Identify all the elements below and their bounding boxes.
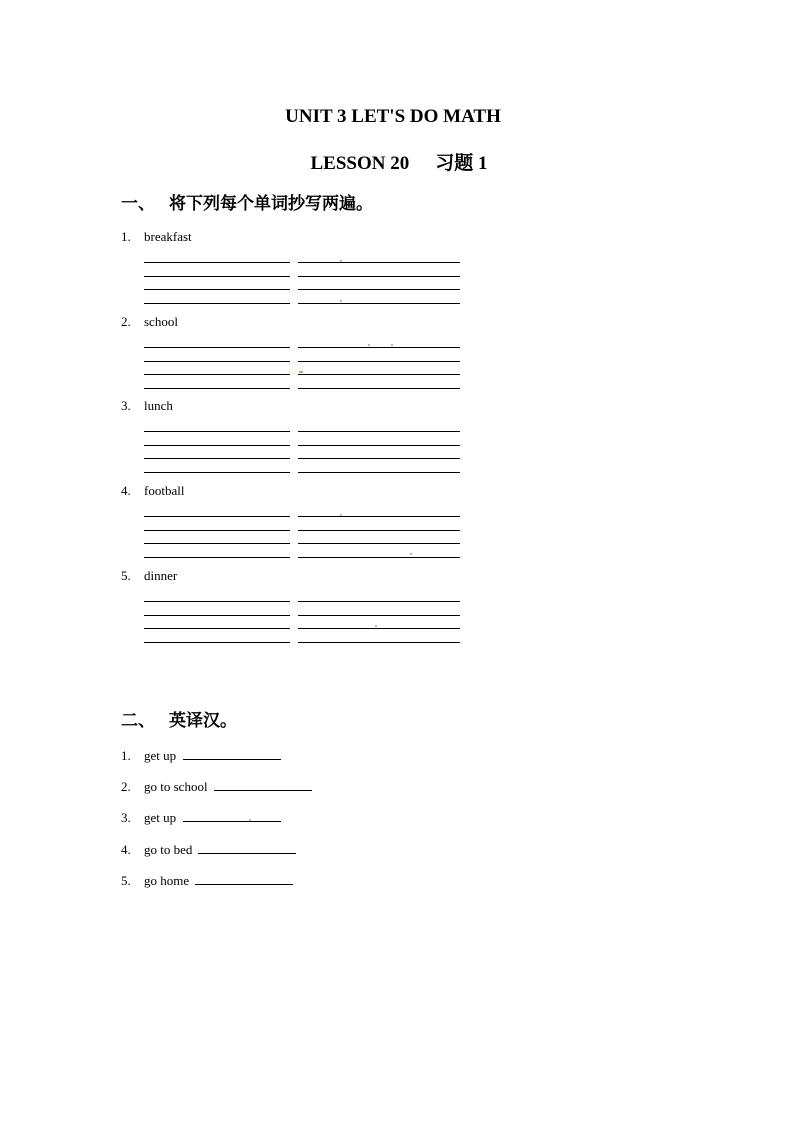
copy-item-4	[121, 483, 184, 499]
answer-blank[interactable]	[183, 809, 281, 822]
scan-speck	[410, 553, 412, 555]
translate-item-5	[121, 872, 293, 889]
copy-item-3	[121, 398, 173, 414]
scan-speck	[375, 625, 377, 627]
copy-item-word: dinner	[144, 568, 178, 583]
copy-item-number: 1.	[121, 229, 131, 244]
translate-item-number: 3.	[121, 810, 131, 825]
translate-item-2	[121, 778, 312, 795]
scan-speck	[340, 260, 342, 262]
translate-item-1	[121, 747, 281, 764]
copy-item-word: breakfast	[144, 229, 192, 244]
copy-item-word: football	[144, 483, 185, 498]
answer-blank[interactable]	[183, 747, 281, 760]
lesson-title	[2, 148, 794, 175]
scan-speck	[368, 344, 370, 346]
translate-item-phrase: go to bed	[144, 842, 193, 857]
section2-number: 二、	[121, 711, 155, 731]
translate-item-number: 1.	[121, 748, 131, 763]
translate-item-3	[121, 809, 281, 826]
copy-item-5	[121, 568, 177, 584]
answer-blank[interactable]	[214, 778, 312, 791]
copy-item-number: 3.	[121, 398, 131, 413]
copy-item-number: 5.	[121, 568, 131, 583]
translate-item-number: 2.	[121, 779, 131, 794]
scan-speck	[340, 514, 342, 516]
page-title: UNIT 3 LET'S DO MATH	[285, 106, 501, 127]
section2-heading	[121, 706, 237, 731]
scan-speck	[299, 371, 303, 373]
section1-number: 一、	[121, 194, 155, 214]
lesson-label: LESSON 20	[310, 153, 410, 174]
translate-item-number: 5.	[121, 873, 131, 888]
translate-item-number: 4.	[121, 842, 131, 857]
copy-item-number: 2.	[121, 314, 131, 329]
exercise-label: 习题 1	[435, 153, 488, 174]
translate-item-phrase: go to school	[144, 779, 208, 794]
section1-instruction: 将下列每个单词抄写两遍。	[169, 194, 373, 214]
translate-item-phrase: get up	[144, 748, 177, 763]
answer-blank[interactable]	[198, 841, 296, 854]
copy-item-number: 4.	[121, 483, 131, 498]
translate-item-phrase: go home	[144, 873, 190, 888]
copy-item-2	[121, 314, 178, 330]
section1-heading	[121, 189, 373, 214]
section2-instruction: 英译汉。	[169, 711, 237, 731]
answer-blank[interactable]	[195, 872, 293, 885]
scan-speck	[391, 344, 393, 346]
translate-item-4	[121, 841, 296, 858]
translate-item-phrase: get up	[144, 810, 177, 825]
copy-item-word: school	[144, 314, 178, 329]
scan-speck	[340, 300, 342, 302]
copy-item-word: lunch	[144, 398, 173, 413]
copy-item-1	[121, 229, 192, 245]
